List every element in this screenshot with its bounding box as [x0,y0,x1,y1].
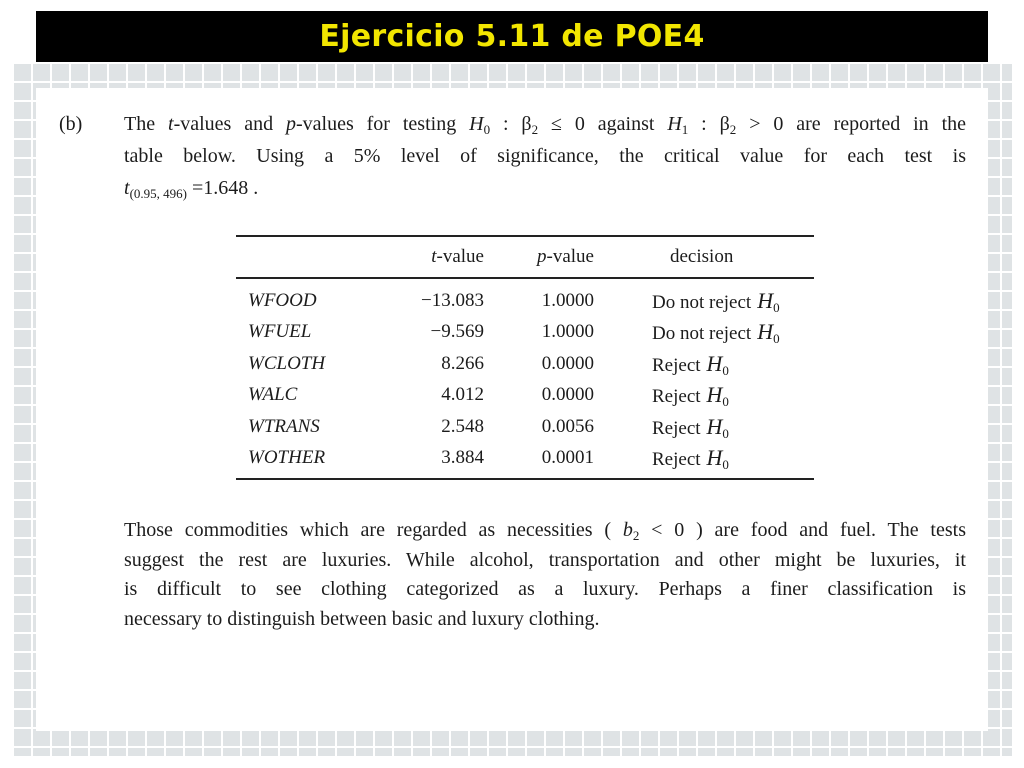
null-hypothesis: $H_0$ [469,113,491,137]
table-row [236,348,814,380]
cell-p-value: 0.0001 [484,443,594,480]
cell-decision: Do not reject $H_0$ [652,287,780,315]
cell-variable: WCLOTH [248,352,326,374]
cell-decision: Do not reject $H_0$ [652,319,780,347]
cell-variable: WOTHER [236,443,398,480]
text: p [286,113,296,135]
table-header-row [236,236,814,278]
header-p-value: p-value [484,236,594,278]
alternative-hypothesis: $H_1$ [667,113,689,137]
outro-line-3: is difficult to see clothing categorized as a luxury. Perhaps a finer classification is [124,578,966,600]
cell-variable: WFUEL [248,321,312,343]
outro-line-2: suggest the rest are luxuries. While alcohol, transportation and other might be luxuries, it [124,548,966,571]
header-decision: decision [594,236,814,278]
cell-p-value: 0.0056 [541,415,594,437]
text: : β [490,113,532,135]
table-row [236,278,814,317]
intro-line-1 [124,108,966,140]
table-row [236,380,814,412]
cell-t-value: 4.012 [441,384,484,406]
cell-variable: WFOOD [248,289,317,311]
cell-decision: Reject $H_0$ [652,350,729,378]
intro-paragraph [124,108,966,204]
text: t [168,113,174,135]
cell-t-value: 3.884 [398,443,484,480]
header-t-value: t-value [398,236,484,278]
cell-decision: Reject $H_0$ [652,413,729,441]
header-variable [236,236,398,278]
content-panel [36,88,988,731]
cell-t-value: 2.548 [441,415,484,437]
cell-decision: Reject $H_0$ [652,382,729,410]
text: -values for testing [296,113,470,135]
text: The [124,113,168,135]
cell-decision: Reject $H_0$ [594,443,814,480]
table-row [236,411,814,443]
text: 2 [531,122,539,137]
table-row [236,317,814,349]
cell-p-value: 1.0000 [541,321,594,343]
text: > 0 are reported in the [736,113,966,135]
cell-p-value: 1.0000 [541,289,594,311]
cell-p-value: 0.0000 [541,384,594,406]
table-row [236,443,814,480]
part-label: (b) [59,113,83,135]
text: 2 [729,122,737,137]
critical-value: $t_{(0.95, 496)} =1.648$ . [124,177,259,201]
outro-line-1: Those commodities which are regarded as necessities ( $b_2 < 0$ ) are food and fuel. The tests [124,519,966,543]
cell-t-value: −13.083 [421,289,484,311]
text: ≤ 0 against [538,113,668,135]
cell-variable: WALC [248,384,298,406]
outro-line-4: necessary to distinguish between basic and luxury clothing. [124,607,600,630]
results-table [236,235,814,480]
intro-line-2: table below. Using a 5% level of significance, the critical value for each test is [124,145,966,167]
text: -values and [173,113,286,135]
cell-p-value: 0.0000 [541,352,594,374]
conclusion-paragraph [124,516,966,634]
cell-variable: WTRANS [248,415,320,437]
title-bar [36,11,988,62]
text: : β [688,113,730,135]
slide-title: Ejercicio 5.11 de POE4 [319,19,705,54]
cell-t-value: −9.569 [430,321,484,343]
cell-t-value: 8.266 [441,352,484,374]
